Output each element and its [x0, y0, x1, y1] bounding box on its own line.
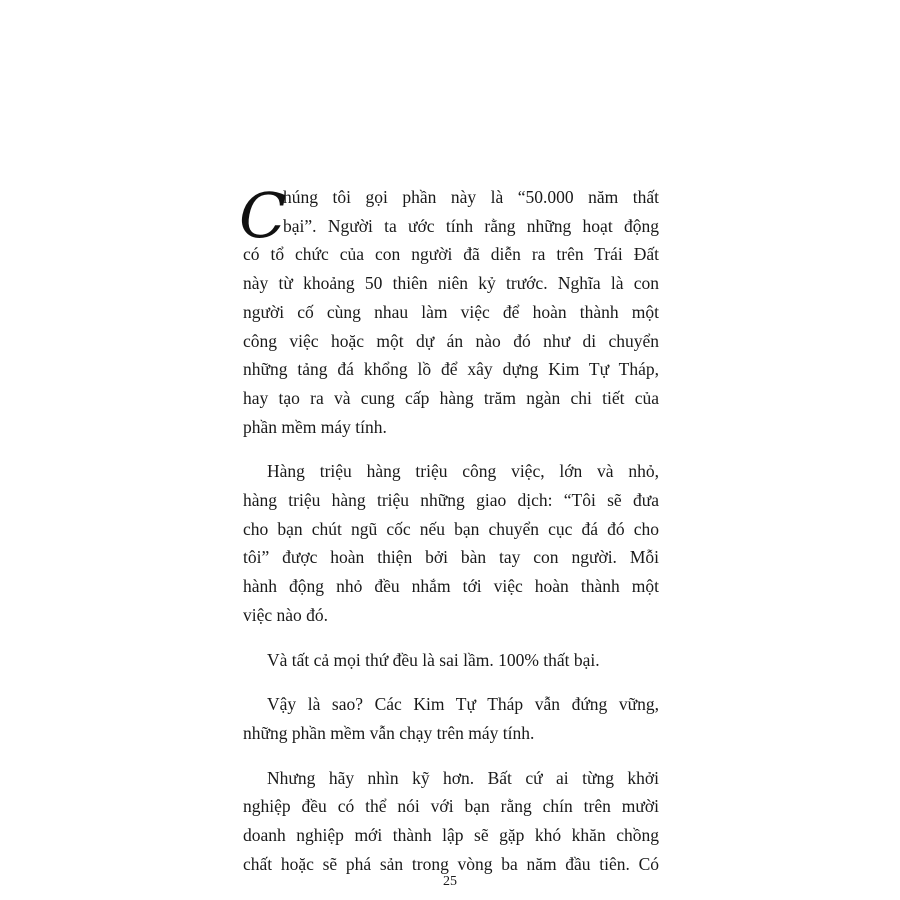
paragraph-3 [243, 646, 659, 675]
paragraph-1 [239, 179, 659, 441]
text-line: tôi” được hoàn thiện bởi bàn tay con người. Mỗi [243, 547, 659, 568]
text-line: có tổ chức của con người đã diễn ra trên Trái Đất [243, 244, 659, 265]
text-line: Nhưng hãy nhìn kỹ hơn. Bất cứ ai từng khởi [267, 767, 659, 788]
text-line: hay tạo ra và cung cấp hàng trăm ngàn chi tiết của [243, 387, 659, 408]
text-line: chất hoặc sẽ phá sản trong vòng ba năm đầu tiên. Có [243, 853, 659, 874]
text-line: nghiệp đều có thể nói với bạn rằng chín trên mười [243, 796, 659, 817]
text-line: việc nào đó. [243, 604, 329, 625]
text-line: hành động nhỏ đều nhắm tới việc hoàn thành một [243, 576, 659, 597]
text-line: húng tôi gọi phần này là “50.000 năm thất [283, 187, 659, 207]
text-line: cho bạn chút ngũ cốc nếu bạn chuyển cục đá đó cho [243, 518, 659, 539]
text-line: Vậy là sao? Các Kim Tự Tháp vẫn đứng vững, [267, 694, 659, 715]
text-line: hàng triệu hàng triệu những giao dịch: “Tôi sẽ đưa [243, 490, 659, 511]
page-body [239, 179, 659, 878]
text-line: những phần mềm vẫn chạy trên máy tính. [243, 722, 535, 743]
text-line: này từ khoảng 50 thiên niên kỷ trước. Nghĩa là con [243, 273, 659, 294]
text-line: doanh nghiệp mới thành lập sẽ gặp khó khăn chồng [243, 825, 659, 846]
paragraph-4 [243, 690, 659, 747]
text-line: bại”. Người ta ước tính rằng những hoạt động [283, 215, 659, 236]
drop-cap: C [239, 179, 287, 252]
text-line: những tảng đá khổng lồ để xây dựng Kim Tự Tháp, [243, 359, 659, 380]
text-line: người cố cùng nhau làm việc để hoàn thành một [243, 301, 659, 322]
text-line: phần mềm máy tính. [243, 416, 387, 437]
paragraph-5 [243, 764, 659, 879]
text-line: công việc hoặc một dự án nào đó như di chuyển [243, 330, 659, 351]
text-line: Hàng triệu hàng triệu công việc, lớn và nhỏ, [267, 461, 659, 482]
page-number: 25 [443, 874, 457, 889]
paragraph-2 [243, 457, 659, 629]
text-line: Và tất cả mọi thứ đều là sai lầm. 100% thất bại. [267, 649, 600, 670]
